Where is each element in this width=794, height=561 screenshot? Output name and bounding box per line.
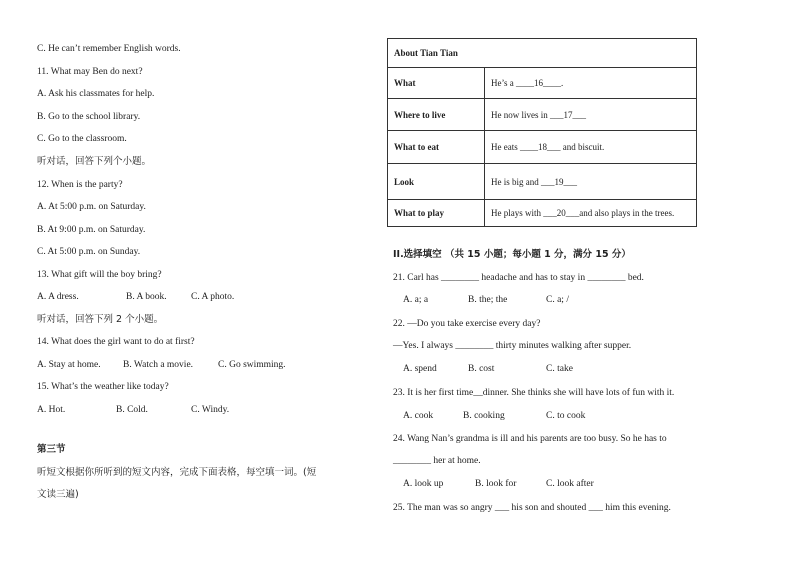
row-content-eat: He eats ____18___ and biscuit. bbox=[485, 131, 697, 164]
q11-option-a: A. Ask his classmates for help. bbox=[37, 89, 155, 99]
q15-option-b: B. Cold. bbox=[116, 405, 148, 415]
q21-option-c: C. a; / bbox=[546, 295, 569, 305]
q21-option-b: B. the; the bbox=[468, 295, 508, 305]
q14-option-b: B. Watch a movie. bbox=[123, 360, 194, 370]
table-row bbox=[388, 200, 697, 227]
row-label-eat: What to eat bbox=[388, 131, 485, 164]
row-label-where: Where to live bbox=[388, 99, 485, 131]
q15-question: 15. What’s the weather like today? bbox=[37, 382, 169, 392]
about-tian-tian-table bbox=[387, 38, 697, 227]
q22-option-c: C. take bbox=[546, 364, 573, 374]
q12-option-c: C. At 5:00 p.m. on Sunday. bbox=[37, 247, 141, 257]
q14-option-a: A. Stay at home. bbox=[37, 360, 101, 370]
table-row bbox=[388, 164, 697, 200]
row-content-play: He plays with ___20___and also plays in the trees. bbox=[485, 200, 697, 227]
table-title: About Tian Tian bbox=[388, 39, 697, 68]
section-3-heading: 第三节 bbox=[37, 444, 66, 455]
q14-question: 14. What does the girl want to do at first? bbox=[37, 337, 195, 347]
q10-option-c: C. He can’t remember English words. bbox=[37, 44, 181, 54]
row-label-what: What bbox=[388, 68, 485, 99]
q15-option-c: C. Windy. bbox=[191, 405, 230, 415]
instruction-3-line-2: 文读三遍) bbox=[37, 489, 79, 500]
q13-option-b: B. A book. bbox=[126, 292, 167, 302]
q21-option-a: A. a; a bbox=[403, 295, 429, 305]
q13-question: 13. What gift will the boy bring? bbox=[37, 270, 162, 280]
table-row bbox=[388, 131, 697, 164]
q23-option-b: B. cooking bbox=[463, 411, 505, 421]
q22-question: 22. —Do you take exercise every day? bbox=[393, 319, 541, 329]
q21-question: 21. Carl has ________ headache and has to stay in ________ bed. bbox=[393, 273, 644, 283]
table-row bbox=[388, 68, 697, 99]
instruction-2: 听对话，回答下列 2 个小题。 bbox=[37, 314, 164, 325]
row-content-what: He’s a ____16____. bbox=[485, 68, 697, 99]
q15-option-a: A. Hot. bbox=[37, 405, 66, 415]
q24-question-line-1: 24. Wang Nan’s grandma is ill and his parents are too busy. So he has to bbox=[393, 434, 667, 444]
row-content-where: He now lives in ___17___ bbox=[485, 99, 697, 131]
q24-option-c: C. look after bbox=[546, 479, 594, 489]
instruction-1: 听对话，回答下列个小题。 bbox=[37, 156, 152, 167]
q23-question: 23. It is her first time__dinner. She thinks she will have lots of fun with it. bbox=[393, 388, 675, 398]
section-2-heading: II.选择填空 （共 15 小题；每小题 1 分，满分 15 分） bbox=[393, 249, 631, 260]
q24-option-b: B. look for bbox=[475, 479, 517, 489]
row-label-look: Look bbox=[388, 164, 485, 200]
q22-option-a: A. spend bbox=[403, 364, 437, 374]
q23-option-c: C. to cook bbox=[546, 411, 586, 421]
q22-option-b: B. cost bbox=[468, 364, 495, 374]
q24-option-a: A. look up bbox=[403, 479, 444, 489]
q13-option-a: A. A dress. bbox=[37, 292, 79, 302]
q23-option-a: A. cook bbox=[403, 411, 434, 421]
q12-question: 12. When is the party? bbox=[37, 180, 123, 190]
row-label-play: What to play bbox=[388, 200, 485, 227]
row-content-look: He is big and ___19___ bbox=[485, 164, 697, 200]
q25-question: 25. The man was so angry ___ his son and shouted ___ him this evening. bbox=[393, 503, 671, 513]
q12-option-a: A. At 5:00 p.m. on Saturday. bbox=[37, 202, 146, 212]
q13-option-c: C. A photo. bbox=[191, 292, 235, 302]
instruction-3-line-1: 听短文根据你所听到的短文内容，完成下面表格，每空填一词。(短 bbox=[37, 467, 317, 478]
q22-answer-line: —Yes. I always ________ thirty minutes walking after supper. bbox=[393, 341, 632, 351]
q24-question-line-2: ________ her at home. bbox=[393, 456, 481, 466]
q11-question: 11. What may Ben do next? bbox=[37, 67, 143, 77]
q14-option-c: C. Go swimming. bbox=[218, 360, 286, 370]
table-row bbox=[388, 99, 697, 131]
q12-option-b: B. At 9:00 p.m. on Saturday. bbox=[37, 225, 146, 235]
q11-option-c: C. Go to the classroom. bbox=[37, 134, 127, 144]
q11-option-b: B. Go to the school library. bbox=[37, 112, 141, 122]
